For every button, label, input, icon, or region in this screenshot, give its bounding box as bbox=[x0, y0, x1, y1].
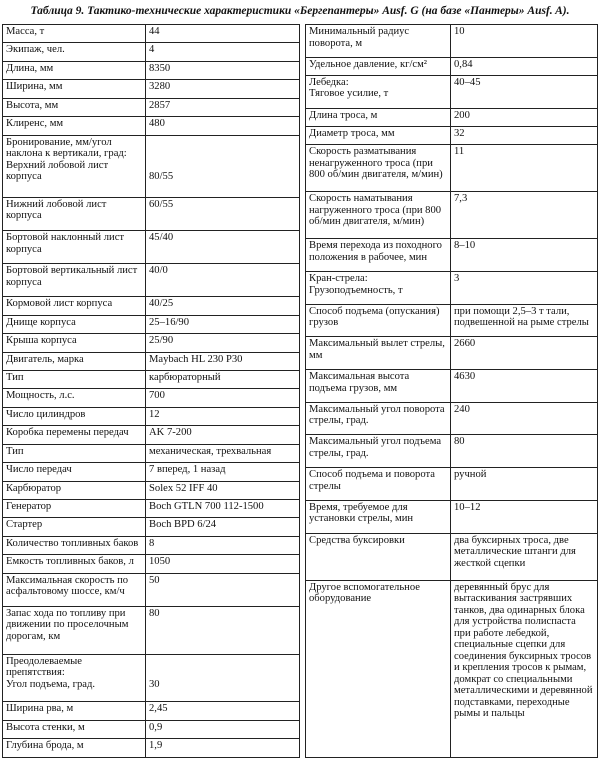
table-row bbox=[3, 573, 300, 606]
parameter-cell: Лебедка: Тяговое усилие, т bbox=[306, 75, 451, 108]
parameter-cell: Коробка перемены передач bbox=[3, 426, 146, 444]
table-row bbox=[3, 61, 300, 79]
table-caption: Таблица 9. Тактико-технические характеристики «Бергепантеры» Ausf. G (на базе «Пантеры» Ausf. A). bbox=[30, 5, 570, 17]
table-row bbox=[306, 192, 598, 239]
value-cell: 8–10 bbox=[451, 239, 598, 272]
parameter-cell: Скорость наматывания нагруженного троса (при 800 об/мин двигателя, м/мин) bbox=[306, 192, 451, 239]
table-row bbox=[3, 334, 300, 352]
parameter-cell: Тип bbox=[3, 444, 146, 462]
value-cell: 480 bbox=[146, 117, 300, 135]
parameter-cell: Нижний лобовой лист корпуса bbox=[3, 197, 146, 230]
parameter-cell: Крыша корпуса bbox=[3, 334, 146, 352]
value-cell: 4 bbox=[146, 43, 300, 61]
value-cell: 7 вперед, 1 назад bbox=[146, 463, 300, 481]
table-row bbox=[3, 739, 300, 758]
value-cell: 45/40 bbox=[146, 231, 300, 264]
value-cell: 1,9 bbox=[146, 739, 300, 758]
value-cell: два буксирных троса, две металлические штанги для жесткой сцепки bbox=[451, 533, 598, 580]
table-row bbox=[3, 352, 300, 370]
value-cell: 40/0 bbox=[146, 264, 300, 297]
parameter-cell: Удельное давление, кг/см² bbox=[306, 57, 451, 75]
table-row bbox=[3, 297, 300, 315]
parameter-cell: Запас хода по топливу при движении по проселочным дорогам, км bbox=[3, 606, 146, 654]
parameter-cell: Длина троса, м bbox=[306, 108, 451, 126]
value-cell: 25/90 bbox=[146, 334, 300, 352]
parameter-cell: Экипаж, чел. bbox=[3, 43, 146, 61]
table-row bbox=[3, 654, 300, 702]
value-cell: Boch BPD 6/24 bbox=[146, 518, 300, 536]
table-row bbox=[306, 500, 598, 533]
table-row bbox=[306, 435, 598, 468]
parameter-cell: Бортовой наклонный лист корпуса bbox=[3, 231, 146, 264]
table-row bbox=[3, 264, 300, 297]
table-row bbox=[3, 98, 300, 116]
parameter-cell: Емкость топливных баков, л bbox=[3, 555, 146, 573]
parameter-cell: Способ подъема (опускания) грузов bbox=[306, 304, 451, 337]
value-cell: 4630 bbox=[451, 370, 598, 403]
parameter-cell: Скорость разматывания ненагруженного троса (при 800 об/мин двигателя, м/мин) bbox=[306, 145, 451, 192]
value-cell: деревянный брус для вытаскивания застрявших танков, два одинарных блока для устройства полиспаста при работе лебедкой, специальные сцепки для соединения буксирных тросов и крепления тросов к рымам, домкрат со специальными металлическими и деревянной подставками, переходные рымы и пальцы bbox=[451, 580, 598, 757]
spec-table-left bbox=[2, 24, 300, 758]
table-row bbox=[306, 304, 598, 337]
parameter-cell: Кран-стрела: Грузоподъемность, т bbox=[306, 272, 451, 305]
value-cell: 0,84 bbox=[451, 57, 598, 75]
table-row bbox=[306, 402, 598, 435]
table-row bbox=[306, 337, 598, 370]
table-row bbox=[306, 57, 598, 75]
parameter-cell: Способ подъема и поворота стрелы bbox=[306, 468, 451, 501]
parameter-cell: Стартер bbox=[3, 518, 146, 536]
value-cell: 10 bbox=[451, 25, 598, 58]
value-cell: механическая, трехвальная bbox=[146, 444, 300, 462]
value-cell: Solex 52 IFF 40 bbox=[146, 481, 300, 499]
value-cell: AK 7-200 bbox=[146, 426, 300, 444]
parameter-cell: Количество топливных баков bbox=[3, 536, 146, 554]
table-row bbox=[306, 108, 598, 126]
value-cell: 8 bbox=[146, 536, 300, 554]
parameter-cell: Время, требуемое для установки стрелы, мин bbox=[306, 500, 451, 533]
spec-table-right bbox=[305, 24, 598, 758]
parameter-cell: Максимальная скорость по асфальтовому шоссе, км/ч bbox=[3, 573, 146, 606]
parameter-cell: Бортовой вертикальный лист корпуса bbox=[3, 264, 146, 297]
table-row bbox=[306, 580, 598, 757]
value-cell: 32 bbox=[451, 126, 598, 144]
value-cell: 60/55 bbox=[146, 197, 300, 230]
parameter-cell: Максимальный вылет стрелы, мм bbox=[306, 337, 451, 370]
parameter-cell: Бронирование, мм/угол наклона к вертикали, град: Верхний лобовой лист корпуса bbox=[3, 135, 146, 197]
table-row bbox=[3, 197, 300, 230]
value-cell: 40/25 bbox=[146, 297, 300, 315]
table-row bbox=[3, 25, 300, 43]
value-cell: 7,3 bbox=[451, 192, 598, 239]
value-cell: 30 bbox=[146, 654, 300, 702]
value-cell: 3280 bbox=[146, 80, 300, 98]
value-cell: 40–45 bbox=[451, 75, 598, 108]
value-cell: 10–12 bbox=[451, 500, 598, 533]
value-cell: 25–16/90 bbox=[146, 315, 300, 333]
parameter-cell: Тип bbox=[3, 370, 146, 388]
table-row bbox=[3, 117, 300, 135]
parameter-cell: Высота стенки, м bbox=[3, 720, 146, 738]
value-cell: 11 bbox=[451, 145, 598, 192]
parameter-cell: Клиренс, мм bbox=[3, 117, 146, 135]
table-row bbox=[3, 426, 300, 444]
table-row bbox=[3, 481, 300, 499]
parameter-cell: Максимальная высота подъема грузов, мм bbox=[306, 370, 451, 403]
table-row bbox=[3, 702, 300, 720]
table-row bbox=[3, 370, 300, 388]
value-cell: карбюраторный bbox=[146, 370, 300, 388]
table-row bbox=[306, 370, 598, 403]
parameter-cell: Масса, т bbox=[3, 25, 146, 43]
table-row bbox=[3, 389, 300, 407]
parameter-cell: Преодолеваемые препятствия: Угол подъема, град. bbox=[3, 654, 146, 702]
parameter-cell: Длина, мм bbox=[3, 61, 146, 79]
value-cell: 44 bbox=[146, 25, 300, 43]
table-row bbox=[306, 533, 598, 580]
value-cell: 2,45 bbox=[146, 702, 300, 720]
value-cell: 1050 bbox=[146, 555, 300, 573]
value-cell: 2660 bbox=[451, 337, 598, 370]
spec-table-left-body bbox=[3, 25, 300, 758]
value-cell: 50 bbox=[146, 573, 300, 606]
parameter-cell: Двигатель, марка bbox=[3, 352, 146, 370]
parameter-cell: Время перехода из походного положения в рабочее, мин bbox=[306, 239, 451, 272]
value-cell: 80/55 bbox=[146, 135, 300, 197]
value-cell: ручной bbox=[451, 468, 598, 501]
value-cell: 700 bbox=[146, 389, 300, 407]
table-row bbox=[3, 315, 300, 333]
value-cell: 12 bbox=[146, 407, 300, 425]
parameter-cell: Карбюратор bbox=[3, 481, 146, 499]
table-row bbox=[3, 43, 300, 61]
value-cell: 200 bbox=[451, 108, 598, 126]
table-row bbox=[3, 536, 300, 554]
table-row bbox=[3, 80, 300, 98]
parameter-cell: Генератор bbox=[3, 500, 146, 518]
table-row bbox=[3, 463, 300, 481]
table-row bbox=[3, 407, 300, 425]
parameter-cell: Максимальный угол подъема стрелы, град. bbox=[306, 435, 451, 468]
parameter-cell: Минимальный радиус поворота, м bbox=[306, 25, 451, 58]
value-cell: 2857 bbox=[146, 98, 300, 116]
value-cell: при помощи 2,5–3 т тали, подвешенной на рыме стрелы bbox=[451, 304, 598, 337]
value-cell: 80 bbox=[451, 435, 598, 468]
table-row bbox=[306, 75, 598, 108]
table-row bbox=[3, 606, 300, 654]
parameter-cell: Диаметр троса, мм bbox=[306, 126, 451, 144]
table-row bbox=[306, 239, 598, 272]
parameter-cell: Высота, мм bbox=[3, 98, 146, 116]
value-cell: 0,9 bbox=[146, 720, 300, 738]
parameter-cell: Другое вспомогательное оборудование bbox=[306, 580, 451, 757]
table-row bbox=[3, 231, 300, 264]
parameter-cell: Мощность, л.с. bbox=[3, 389, 146, 407]
table-row bbox=[3, 555, 300, 573]
table-row bbox=[3, 444, 300, 462]
value-cell: 240 bbox=[451, 402, 598, 435]
parameter-cell: Число передач bbox=[3, 463, 146, 481]
parameter-cell: Кормовой лист корпуса bbox=[3, 297, 146, 315]
value-cell: Boch GTLN 700 112-1500 bbox=[146, 500, 300, 518]
table-row bbox=[3, 518, 300, 536]
table-row bbox=[306, 272, 598, 305]
parameter-cell: Днище корпуса bbox=[3, 315, 146, 333]
value-cell: 80 bbox=[146, 606, 300, 654]
parameter-cell: Глубина брода, м bbox=[3, 739, 146, 758]
table-row bbox=[306, 25, 598, 58]
value-cell: Maybach HL 230 P30 bbox=[146, 352, 300, 370]
parameter-cell: Ширина, мм bbox=[3, 80, 146, 98]
table-row bbox=[306, 145, 598, 192]
parameter-cell: Средства буксировки bbox=[306, 533, 451, 580]
parameter-cell: Ширина рва, м bbox=[3, 702, 146, 720]
spec-table-right-body bbox=[306, 25, 598, 758]
table-row bbox=[3, 720, 300, 738]
table-row bbox=[306, 126, 598, 144]
table-row bbox=[3, 135, 300, 197]
table-row bbox=[3, 500, 300, 518]
parameter-cell: Максимальный угол поворота стрелы, град. bbox=[306, 402, 451, 435]
value-cell: 3 bbox=[451, 272, 598, 305]
table-row bbox=[306, 468, 598, 501]
value-cell: 8350 bbox=[146, 61, 300, 79]
parameter-cell: Число цилиндров bbox=[3, 407, 146, 425]
